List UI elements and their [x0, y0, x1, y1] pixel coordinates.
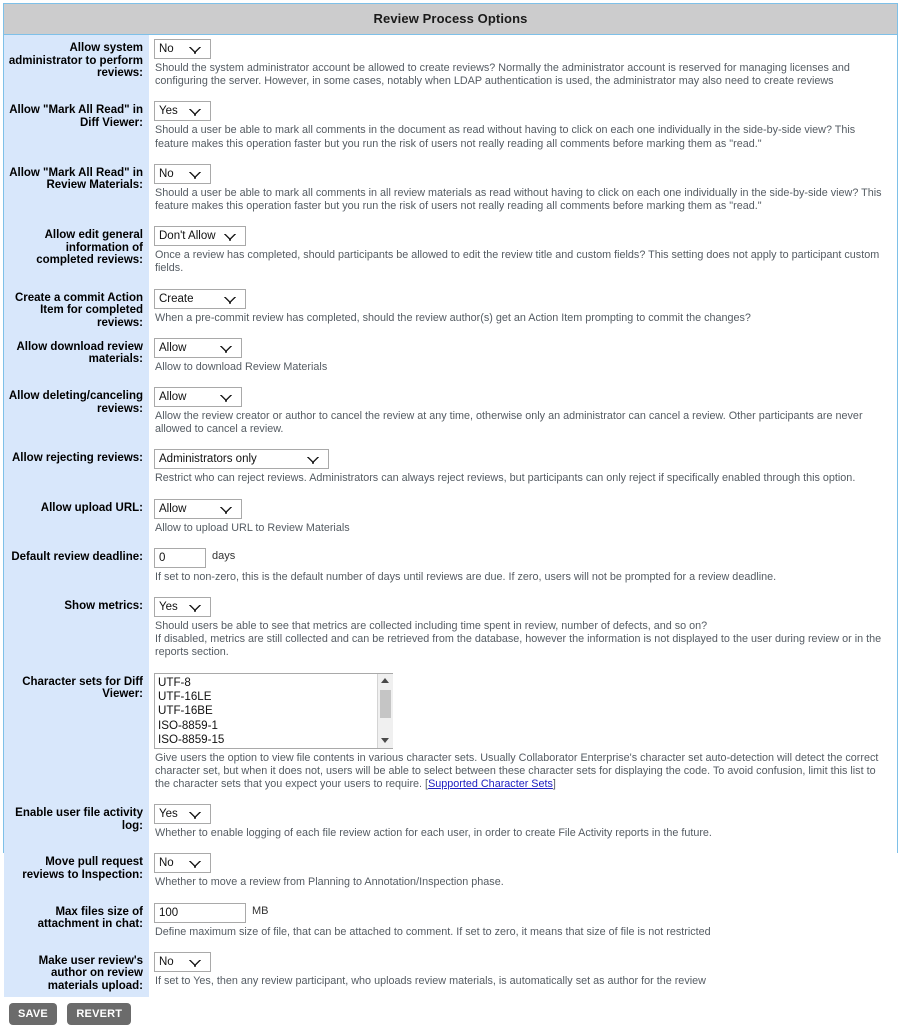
option-row — [4, 800, 897, 849]
charset-listbox-item[interactable]: UTF-16BE — [158, 704, 213, 718]
option-description: Whether to enable logging of each file review action for each user, in order to create File Activity reports in the future. — [155, 827, 712, 840]
option-select[interactable] — [154, 853, 211, 873]
options-panel — [3, 3, 898, 1021]
option-text-input[interactable] — [154, 548, 206, 568]
option-row — [4, 593, 897, 669]
option-description: When a pre-commit review has completed, should the review author(s) get an Action Item prompting to commit the changes? — [155, 311, 751, 324]
option-row — [4, 222, 897, 284]
option-field — [149, 160, 897, 222]
option-field — [149, 334, 897, 383]
option-label: Create a commit Action Item for completed reviews: — [4, 285, 149, 334]
option-select[interactable] — [154, 39, 211, 59]
description-text-end: ] — [552, 778, 556, 791]
option-field — [149, 593, 897, 669]
option-label: Move pull request reviews to Inspection: — [4, 849, 149, 898]
option-description: Should the system administrator account be allowed to create reviews? Normally the administrator account is reserved for managing licenses and configuring the server. However, in some cases, notably when LDAP authentication is used, the administrator may also need to create reviews — [155, 62, 850, 88]
description-line: If disabled, metrics are still collected and can be retrieved from the database, however the information is not displayed to the user during review or in the reports section. — [155, 633, 882, 659]
option-label: Allow edit general information of completed reviews: — [4, 222, 149, 284]
option-label: Default review deadline: — [4, 544, 149, 593]
option-row — [4, 849, 897, 898]
option-select[interactable] — [154, 289, 246, 309]
option-row — [4, 285, 897, 334]
options-table-body — [4, 35, 897, 997]
option-field — [149, 495, 897, 544]
option-label: Character sets for Diff Viewer: — [4, 669, 149, 801]
option-description: Restrict who can reject reviews. Administrators can always reject reviews, but participants can only reject if specifically enabled through this option. — [155, 472, 856, 485]
option-text-group — [154, 548, 235, 565]
option-label: Show metrics: — [4, 593, 149, 669]
option-description: If set to Yes, then any review participant, who uploads review materials, is automatically set as author for the review — [155, 974, 706, 987]
save-button[interactable]: SAVE — [9, 1003, 57, 1025]
option-field — [149, 849, 897, 898]
option-row — [4, 334, 897, 383]
option-select[interactable] — [154, 226, 246, 246]
option-unit-label: days — [212, 549, 236, 562]
option-row — [4, 445, 897, 494]
option-select[interactable] — [154, 499, 242, 519]
option-field — [149, 544, 897, 593]
listbox-scrollbar[interactable] — [377, 674, 392, 748]
supported-character-sets-link[interactable]: Supported Character Sets — [428, 778, 553, 791]
option-description: Should a user be able to mark all comments in the document as read without having to click on each one individually in the side-by-side view? This feature makes this operation faster but you run the risk of users not really reading all comments before marking them as "read." — [155, 124, 856, 150]
charset-listbox-item[interactable]: UTF-8 — [158, 675, 191, 689]
option-description: Once a review has completed, should participants be allowed to edit the review title and custom fields? This setting does not apply to participant custom fields. — [155, 249, 880, 275]
option-row — [4, 495, 897, 544]
option-row — [4, 97, 897, 159]
option-description: If set to non-zero, this is the default number of days until reviews are due. If zero, users will not be prompted for a review deadline. — [155, 570, 777, 583]
page-title: Review Process Options — [4, 4, 897, 35]
option-select[interactable] — [154, 449, 329, 469]
option-label: Enable user file activity log: — [4, 800, 149, 849]
scrollbar-track[interactable] — [378, 688, 393, 734]
option-label: Allow system administrator to perform reviews: — [4, 35, 149, 97]
option-field — [149, 445, 897, 494]
charset-listbox[interactable] — [154, 673, 393, 749]
option-description: Allow the review creator or author to cancel the review at any time, otherwise only an administrator can cancel a review. Other participants are never allowed to cancel a review. — [155, 410, 863, 436]
option-description: Whether to move a review from Planning to Annotation/Inspection phase. — [155, 876, 504, 889]
option-label: Allow "Mark All Read" in Diff Viewer: — [4, 97, 149, 159]
option-text-input[interactable] — [154, 903, 246, 923]
option-select[interactable] — [154, 338, 242, 358]
option-field — [149, 800, 897, 849]
option-row — [4, 160, 897, 222]
charset-listbox-item[interactable]: ISO-8859-15 — [158, 732, 225, 746]
scroll-up-icon[interactable] — [378, 674, 393, 688]
option-row — [4, 669, 897, 801]
option-description: Should a user be able to mark all comments in all review materials as read without having to click on each one individually in the side-by-side view? This feature makes this operation faster but you run the risk of users not really reading all comments before marking them as "read." — [155, 186, 882, 213]
option-description: Define maximum size of file, that can be attached to comment. If set to zero, it means that size of file is not restricted — [155, 925, 711, 938]
option-unit-label: MB — [252, 904, 269, 917]
charset-listbox-items[interactable] — [155, 674, 377, 748]
option-label: Make user review's author on review materials upload: — [4, 948, 149, 997]
option-label: Max files size of attachment in chat: — [4, 899, 149, 948]
charset-listbox-item[interactable]: ISO-8859-1 — [158, 718, 218, 732]
option-select[interactable] — [154, 804, 211, 824]
review-process-options-page — [0, 3, 901, 1021]
option-description — [154, 617, 889, 665]
option-field — [149, 669, 897, 801]
form-actions — [4, 997, 897, 1033]
option-row — [4, 899, 897, 948]
scroll-down-icon[interactable] — [378, 734, 393, 748]
option-field — [149, 285, 897, 334]
options-table — [4, 35, 897, 997]
option-select[interactable] — [154, 597, 211, 617]
option-select[interactable] — [154, 952, 211, 972]
option-field — [149, 222, 897, 284]
option-field — [149, 899, 897, 948]
option-label: Allow rejecting reviews: — [4, 445, 149, 494]
option-field — [149, 948, 897, 997]
option-row — [4, 948, 897, 997]
option-description: Allow to download Review Materials — [155, 360, 328, 373]
option-field — [149, 35, 897, 97]
option-description — [154, 749, 889, 797]
option-label: Allow deleting/canceling reviews: — [4, 383, 149, 445]
option-label: Allow download review materials: — [4, 334, 149, 383]
option-label: Allow upload URL: — [4, 495, 149, 544]
option-text-group — [154, 903, 269, 920]
option-select[interactable] — [154, 164, 211, 184]
option-description: Allow to upload URL to Review Materials — [155, 521, 350, 534]
option-select[interactable] — [154, 387, 242, 407]
option-select[interactable] — [154, 101, 211, 121]
scrollbar-thumb[interactable] — [380, 690, 391, 718]
option-row — [4, 35, 897, 97]
description-text: Give users the option to view file contents in various character sets. Usually Collaborator Enterprise's character set auto-detection will detect the correct character set, but when it does not, users will be able to select between these character sets for displaying the code. To avoid confusion, limit this list to the character sets that you expect your users to require. [ — [155, 751, 879, 791]
option-row — [4, 383, 897, 445]
option-label: Allow "Mark All Read" in Review Materials: — [4, 160, 149, 222]
option-field — [149, 97, 897, 159]
option-field — [149, 383, 897, 445]
option-row — [4, 544, 897, 593]
description-line: Should users be able to see that metrics are collected including time spent in review, number of defects, and so on? — [155, 620, 708, 633]
charset-listbox-item[interactable]: UTF-16LE — [158, 689, 212, 703]
revert-button[interactable]: REVERT — [67, 1003, 131, 1025]
